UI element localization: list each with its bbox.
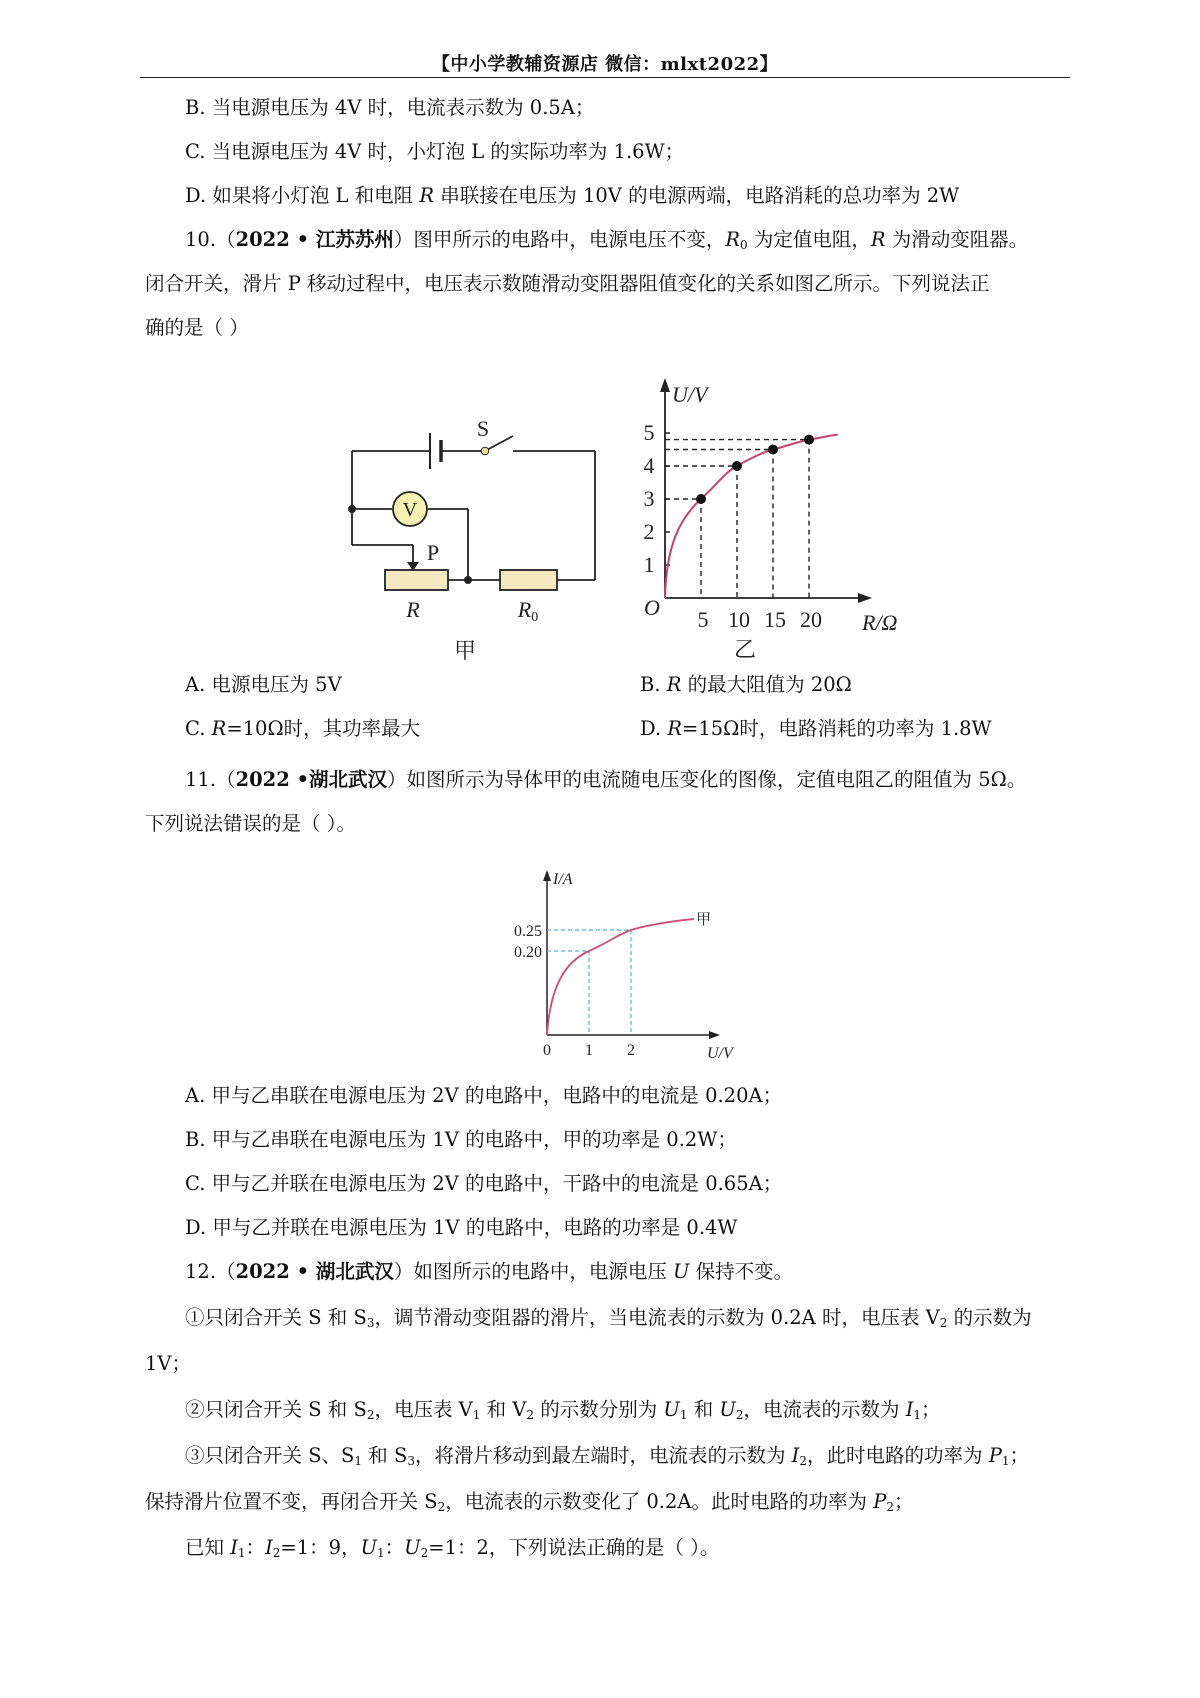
q10-option-c: C. R=10Ω时，其功率最大 [185,717,421,740]
x-axis-arrow-icon [709,1031,720,1039]
q9-option-d: D. 如果将小灯泡 L 和电阻 R 串联接在电压为 10V 的电源两端，电路消耗的总功率为 2W [185,184,960,207]
series-curve [665,435,838,598]
resistor-r [385,570,448,590]
header-rule [140,77,1070,78]
q12-condition-2: ②只闭合开关 S 和 $S_2$，电压表 $V_1$ 和 $V_2$ 的示数分别为 $U_1$ 和 $U_2$，电流表的示数为 $I_1$； [185,1398,941,1422]
q11-option-c: C. 甲与乙并联在电源电压为 2V 的电路中，干路中的电流是 0.65A； [185,1172,783,1195]
y-tick-label: 2 [643,519,655,544]
q10-stem-line2: 闭合开关，滑片 P 移动过程中，电压表示数随滑动变阻器阻值变化的关系如图乙所示。下列说法正 [145,272,990,295]
q9-option-b: B. 当电源电压为 4V 时，电流表示数为 0.5A； [185,96,595,119]
q10-stem-line1: 10.（2022 • 江苏苏州）图甲所示的电路中，电源电压不变，$R_0$ 为定值电阻，R 为滑动变阻器。 [185,228,1029,252]
q10-stem-line3: 确的是（ ） [145,316,249,339]
q11-option-b: B. 甲与乙串联在电源电压为 1V 的电路中，甲的功率是 0.2W； [185,1128,737,1151]
q10-option-d: D. R=15Ω时，电路消耗的功率为 1.8W [640,717,992,740]
x-axis-label: U/V [707,1045,733,1062]
slider-label: P [426,540,440,565]
chart-u-vs-r [630,365,910,665]
series-label: 甲 [696,912,712,929]
q12-condition-3: ③只闭合开关 S、$S_1$ 和 $S_3$，将滑片移动到最左端时，电流表的示数为 $I_2$，此时电路的功率为 $P_1$； [185,1444,1029,1468]
y-tick-label: 1 [643,552,655,577]
voltmeter-label: V [402,499,418,521]
y-axis-arrow-icon [543,870,551,881]
resistor-r-label: R [406,597,420,622]
x-axis-label: R/Ω [862,610,898,635]
y-tick-label: 0.25 [514,923,542,940]
page-header: 【中小学教辅资源店 微信：mlxt2022】 [431,54,779,75]
q11-stem-line2: 下列说法错误的是（ ）。 [145,812,356,835]
figure-caption-jia: 甲 [453,638,477,663]
q11-option-d: D. 甲与乙并联在电源电压为 1V 的电路中，电路的功率是 0.4W [185,1216,738,1239]
y-tick-label: 4 [643,453,655,478]
origin-label: O [644,595,660,620]
q12-condition-1: ①只闭合开关 S 和 $S_3$，调节滑动变阻器的滑片，当电流表的示数为 0.2A 时，电压表 $V_2$ 的示数为 [185,1306,1032,1330]
q11-stem-line1: 11.（2022 •湖北武汉）如图所示为导体甲的电流随电压变化的图像，定值电阻乙的阻值为 5Ω。 [185,768,1027,791]
data-point [732,461,742,471]
q11-option-a: A. 甲与乙串联在电源电压为 2V 的电路中，电路中的电流是 0.20A； [185,1084,783,1107]
x-tick-label: 2 [627,1042,635,1059]
q10-option-b: B. R 的最大阻值为 20Ω [640,673,852,696]
q10-option-a: A. 电源电压为 5V [185,673,342,696]
q12-condition-1-cont: 1V； [145,1352,191,1375]
resistor-r0 [500,570,557,590]
y-axis-label: U/V [672,382,708,407]
y-axis-arrow-icon [660,378,670,392]
q9-option-c: C. 当电源电压为 4V 时，小灯泡 L 的实际功率为 1.6W； [185,140,685,163]
x-axis-arrow-icon [858,593,872,603]
chart-i-vs-u [500,855,733,1065]
circuit-diagram-jia [330,395,600,665]
x-tick-label: 1 [585,1042,593,1059]
x-tick-label: 10 [728,607,750,632]
y-tick-label: 3 [643,486,655,511]
x-tick-label: 5 [697,607,709,632]
series-curve [547,919,694,1035]
x-tick-label: 20 [800,607,822,632]
q12-given: 已知 $I_1$：$I_2=1$：9，$U_1$：$U_2=1$：2，下列说法正确的是（ ）。 [185,1536,720,1560]
q12-condition-3-cont: 保持滑片位置不变，再闭合开关 $S_2$，电流表的示数变化了 0.2A。此时电路的功率为 $P_2$； [145,1490,914,1514]
data-point [768,445,778,455]
figure-caption-yi: 乙 [733,637,757,662]
resistor-r0-label: R0 [517,597,539,625]
x-tick-label: 15 [764,607,786,632]
q12-stem-line1: 12.（2022 • 湖北武汉）如图所示的电路中，电源电压 U 保持不变。 [185,1260,794,1283]
switch-label: S [476,416,490,441]
y-tick-label: 5 [643,420,655,445]
y-axis-label: I/A [553,871,573,888]
origin-label: 0 [543,1042,551,1059]
y-tick-label: 0.20 [514,944,542,961]
data-point [804,435,814,445]
data-point [696,494,706,504]
